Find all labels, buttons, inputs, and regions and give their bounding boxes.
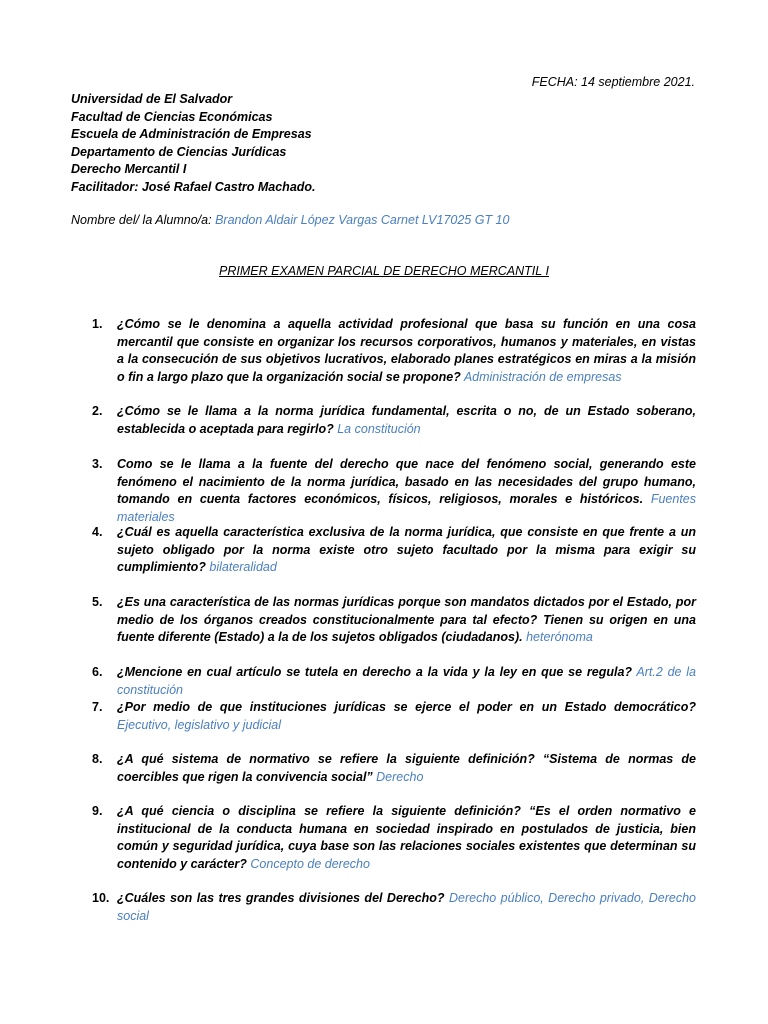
question-answer: heterónoma <box>526 630 593 644</box>
header-line-course: Derecho Mercantil I <box>71 162 187 176</box>
question-answer: Administración de empresas <box>463 369 622 384</box>
question-text: ¿A qué sistema de normativo se refiere la siguiente definición? “Sistema de normas de coercibles que rigen la convivencia social” <box>117 752 696 784</box>
question-number: 6. <box>92 665 103 679</box>
question-answer: La constitución <box>337 421 421 436</box>
student-name-line <box>71 213 509 227</box>
question-6 <box>92 664 696 699</box>
question-text: ¿Es una característica de las normas jurídicas porque son mandatos dictados por el Estado, por medio de los órganos creados constitucionalmente para tal efecto? Tienen su origen en una fuente diferente (Estado) a la de los sujetos obligados (ciudadanos). <box>117 595 696 644</box>
header-line-university: Universidad de El Salvador <box>71 92 233 106</box>
question-answer: bilateralidad <box>209 560 277 574</box>
header-line-school: Escuela de Administración de Empresas <box>71 127 312 141</box>
institution-header <box>71 91 316 196</box>
question-1 <box>92 316 696 386</box>
question-number: 8. <box>92 752 103 766</box>
question-answer: Fuentes materiales <box>117 492 696 524</box>
question-text: ¿Cómo se le llama a la norma jurídica fundamental, escrita o no, de un Estado soberano, establecida o aceptada para regirlo? <box>117 404 696 436</box>
question-answer: Concepto de derecho <box>250 856 370 871</box>
question-7 <box>92 699 696 734</box>
question-answer: Derecho público, Derecho privado, Derecho social <box>117 891 696 923</box>
header-line-faculty: Facultad de Ciencias Económicas <box>71 109 273 124</box>
question-text: ¿Por medio de que instituciones jurídicas se ejerce el poder en un Estado democrático? <box>117 700 696 714</box>
question-number: 1. <box>92 317 103 331</box>
question-text: ¿Cuál es aquella característica exclusiva de la norma jurídica, que consiste en que frente a un sujeto obligado por la norma existe otro sujeto facultado por la misma para exigir su cumplimiento? <box>117 525 696 574</box>
exam-title: PRIMER EXAMEN PARCIAL DE DERECHO MERCANTIL I <box>219 264 549 278</box>
question-number: 3. <box>92 457 103 471</box>
question-answer: Art.2 de la constitución <box>117 665 696 697</box>
header-line-facilitator: Facilitador: José Rafael Castro Machado. <box>71 179 316 194</box>
student-name-value: Brandon Aldair López Vargas Carnet LV17025 GT 10 <box>215 213 510 227</box>
question-2 <box>92 403 696 438</box>
question-number: 10. <box>92 891 110 905</box>
question-9 <box>92 803 696 873</box>
question-number: 7. <box>92 700 103 714</box>
question-text: ¿Cómo se le denomina a aquella actividad profesional que basa su función en una cosa mercantil que consiste en organizar los recursos corporativos, humanos y materiales, en vistas a la consecución de sus objetivos lucrativos, elaborado planes estratégicos en miras a la misión o fin a largo plazo que la organización social se propone? <box>117 317 696 384</box>
question-text: ¿A qué ciencia o disciplina se refiere la siguiente definición? “Es el orden normativo e institucional de la conducta humana en sociedad inspirado en postulados de justicia, bien común y seguridad jurídica, cuya base son las relaciones sociales existentes que determinan su contenido y carácter? <box>117 804 696 871</box>
question-answer: Derecho <box>376 769 424 784</box>
question-text: ¿Mencione en cual artículo se tutela en derecho a la vida y la ley en que se regula? <box>117 665 633 679</box>
question-3 <box>92 456 696 526</box>
question-8 <box>92 751 696 786</box>
question-answer: Ejecutivo, legislativo y judicial <box>117 717 281 732</box>
question-number: 2. <box>92 404 103 418</box>
exam-date: FECHA: 14 septiembre 2021. <box>531 75 695 89</box>
question-number: 9. <box>92 804 103 818</box>
question-text: Como se le llama a la fuente del derecho que nace del fenómeno social, generando este fenómeno el nacimiento de la norma jurídica, basado en las necesidades del grupo humano, tomando en cuenta factores económicos, físicos, religiosos, morales e históricos. <box>117 457 696 506</box>
question-text: ¿Cuáles son las tres grandes divisiones del Derecho? <box>117 891 445 905</box>
student-name-label: Nombre del/ la Alumno/a: <box>71 213 212 227</box>
header-line-department: Departamento de Ciencias Jurídicas <box>71 144 287 159</box>
question-5 <box>92 594 696 647</box>
question-number: 4. <box>92 525 103 539</box>
question-4 <box>92 524 696 577</box>
question-number: 5. <box>92 595 103 609</box>
question-10 <box>92 890 696 925</box>
